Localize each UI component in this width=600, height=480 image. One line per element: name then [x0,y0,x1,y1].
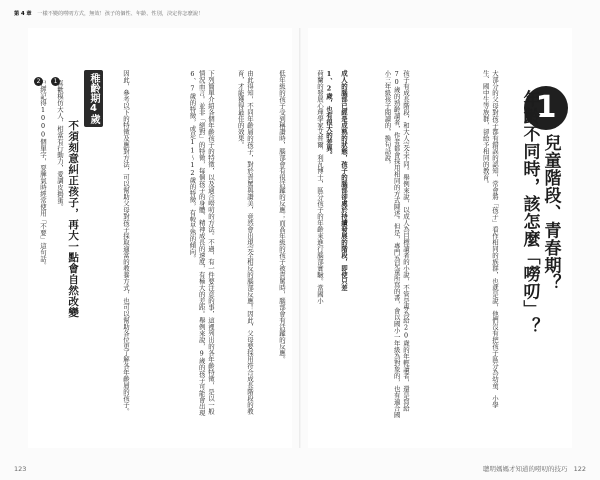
section-number-badge: 1 [524,86,568,130]
right-paragraph-1: 大部分的父母對孩子都有錯誤的認知，常會將「孩子」看作相同的族群，也就是說，他們沒有把孩子區分為幼童、小學生、國中生等族群，卻給予相同的教育。 [481,70,499,408]
right-page-number: 122 [573,465,586,473]
right-paragraph-3: 1、2歲，也有很大的差異。 [325,70,333,158]
age-box-heading: 不須刻意糾正孩子，再大一點會自然改變 [67,120,80,318]
left-page-number: 123 [14,465,27,473]
section-title-line-2: 年齡不同時，該怎麼「嘮叨」？ [519,90,540,335]
running-header [14,10,203,17]
right-paragraph-2: 孩子有成長階段，和大人完全不同。舉例來說，以成人為目標讀者的小說，不管是專為給20歲的年輕讀者，還是寫給70歲的熟齡讀者，作者都會採用相同的方式陳述。但是，專門為兒童所寫的書，會以國小一年級為對象的，也有適合國小三年級孩子閱讀的，換句話說， [383,70,410,418]
item-number-icon: 1 [51,77,60,86]
left-paragraph-1: 低年級的孩子受到稱讚時，腦部會有很活躍的反應；而高年級的孩子被責罵時，腦部會有活躍的反應。 [278,70,286,363]
section-title-line-1: 兒童階段、青春期？ [540,134,561,292]
right-bold-phrase: 成人的腦部已經是成熟的狀態，孩子的腦部卻處於持續發展的階段，即使只差 [340,70,348,291]
item-number-icon: 2 [34,77,43,86]
left-paragraph-3: 下列簡單介紹各個年齡孩子的特徵，以及適合嘮叨的方法。不過，有一件要注意的事，這裡列出的各年齡特徵，是以一般情況而言。並非「絕對」的特徵，每個孩子的身體、精神成長的速度，有極大的差距。舉例來說，9歲的孩子可能會出現6、7歲的特徵，或是11～12歲的特徵，有較早熟的傾向。 [188,70,215,417]
chapter-label: 第 4 章 [14,11,32,17]
right-footer [483,464,586,473]
book-title-footer: 聰明媽媽才知道的嘮叨的技巧 [483,465,568,473]
list-item-text: 已經記得1000個單字，耍脾氣時經常使用「不要」這句話。 [39,80,47,269]
chapter-title: 一樣不變的嘮叨方式，無效！孩子的個性、年齡、性別，決定你怎麼說！ [37,11,204,17]
book-gutter [299,28,301,448]
left-paragraph-2: 由此得知，不同年齡層的孩子，對於責罵與讚美，竟然會出現完全相反的腦部反應！因此，父母要採用符合成長階段的教育，才能獲得最佳的效果。 [236,70,254,415]
right-paragraph-4: 荷蘭的發展心理學家艾普爾．利瓦博士，區分孩子的年齡來進行腦部實驗。當國小 [316,70,324,304]
list-item-text: 喜歡模仿大人，相當有行動力，愛調皮搗蛋。 [56,80,64,210]
age-box-label: 稚齡期4歲 [84,70,103,127]
left-paragraph-4: 因此，參考以下的特徵及應對方法，可以幫助父母對孩子採取適當的教養方式，也可以幫助各位更了解各年齡層的孩子。 [122,70,130,415]
